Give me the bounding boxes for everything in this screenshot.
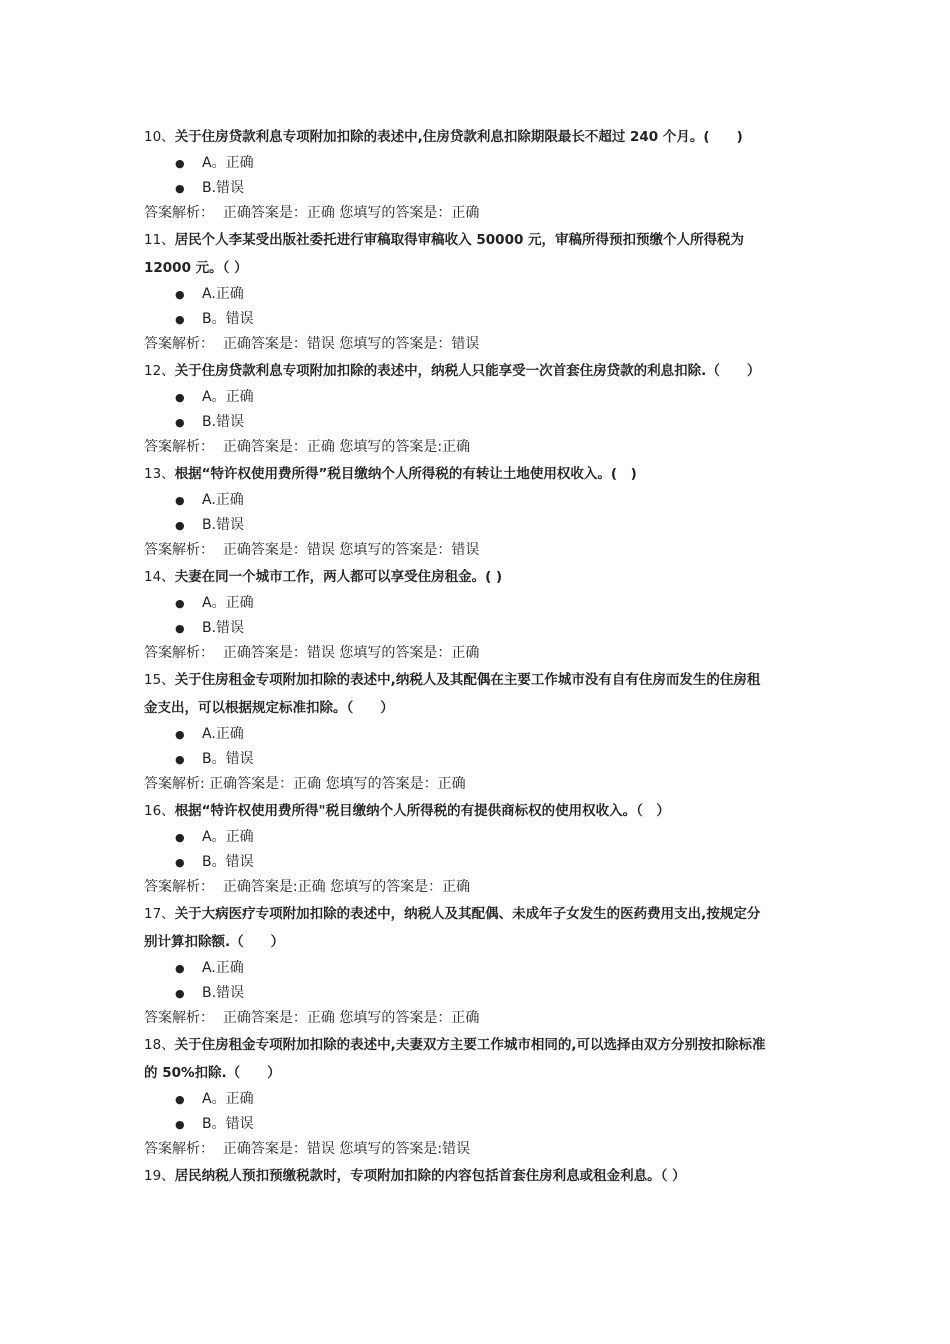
option-item	[144, 747, 809, 772]
option-label: A.正确	[202, 492, 244, 508]
bullet-icon: ●	[175, 1118, 185, 1131]
option-item	[144, 591, 809, 616]
option-label: B。错误	[202, 751, 254, 767]
bullet-icon: ●	[175, 987, 185, 1000]
question-block	[144, 1162, 809, 1190]
option-item	[144, 176, 809, 201]
question-text: 根据“特许权使用费所得"税目缴纳个人所得税的有提供商标权的使用权收入。（ ）	[174, 803, 670, 819]
question-title	[144, 900, 809, 956]
option-list	[144, 385, 809, 435]
answer-explanation: 答案解析： 正确答案是：正确 您填写的答案是：正确	[144, 1010, 480, 1026]
option-label: B。错误	[202, 311, 254, 327]
option-label: A。正确	[202, 1091, 254, 1107]
option-item	[144, 616, 809, 641]
question-text: 关于住房贷款利息专项附加扣除的表述中，纳税人只能享受一次首套住房贷款的利息扣除.（ ）	[174, 363, 761, 379]
option-item	[144, 850, 809, 875]
option-label: A.正确	[202, 726, 244, 742]
question-text: 夫妻在同一个城市工作，两人都可以享受住房租金。( )	[174, 569, 503, 585]
option-list	[144, 591, 809, 641]
option-list	[144, 1087, 809, 1137]
option-list	[144, 825, 809, 875]
option-label: B.错误	[202, 180, 245, 196]
question-block	[144, 1031, 809, 1162]
question-text: 居民个人李某受出版社委托进行审稿取得审稿收入 50000 元，审稿所得预扣预缴个人所得税为 12000 元。（ ）	[144, 232, 745, 276]
option-item	[144, 488, 809, 513]
question-block	[144, 563, 809, 666]
option-item	[144, 1112, 809, 1137]
document-body	[144, 123, 809, 1190]
question-number: 10、	[144, 129, 175, 145]
option-item	[144, 825, 809, 850]
question-number: 19、	[144, 1168, 175, 1184]
question-block	[144, 900, 809, 1031]
question-title	[144, 460, 809, 488]
question-number: 13、	[144, 466, 175, 482]
bullet-icon: ●	[175, 597, 185, 610]
question-number: 11、	[144, 232, 175, 248]
option-item	[144, 956, 809, 981]
bullet-icon: ●	[175, 494, 185, 507]
question-title	[144, 1162, 809, 1190]
option-label: A。正确	[202, 389, 254, 405]
bullet-icon: ●	[175, 753, 185, 766]
option-list	[144, 722, 809, 772]
bullet-icon: ●	[175, 313, 185, 326]
question-title	[144, 123, 809, 151]
question-block	[144, 226, 809, 357]
option-label: A.正确	[202, 960, 244, 976]
answer-explanation: 答案解析： 正确答案是：错误 您填写的答案是：错误	[144, 336, 480, 352]
answer-explanation: 答案解析： 正确答案是：错误 您填写的答案是：正确	[144, 645, 480, 661]
bullet-icon: ●	[175, 728, 185, 741]
question-number: 15、	[144, 672, 175, 688]
option-item	[144, 981, 809, 1006]
option-label: B.错误	[202, 414, 245, 430]
question-text: 根据“特许权使用费所得”税目缴纳个人所得税的有转让土地使用权收入。( )	[174, 466, 637, 482]
answer-explanation: 答案解析： 正确答案是：错误 您填写的答案是:错误	[144, 1141, 471, 1157]
question-text: 关于住房租金专项附加扣除的表述中,纳税人及其配偶在主要工作城市没有自有住房而发生的住房租 金支出，可以根据规定标准扣除。（ ）	[144, 672, 761, 716]
option-list	[144, 282, 809, 332]
question-number: 16、	[144, 803, 175, 819]
option-label: A。正确	[202, 595, 254, 611]
option-item	[144, 513, 809, 538]
bullet-icon: ●	[175, 962, 185, 975]
question-title	[144, 797, 809, 825]
bullet-icon: ●	[175, 519, 185, 532]
question-title	[144, 357, 809, 385]
bullet-icon: ●	[175, 391, 185, 404]
option-item	[144, 722, 809, 747]
question-text: 关于大病医疗专项附加扣除的表述中，纳税人及其配偶、未成年子女发生的医药费用支出,按规定分 别计算扣除额.（ ）	[144, 906, 761, 950]
option-label: B.错误	[202, 985, 245, 1001]
bullet-icon: ●	[175, 1093, 185, 1106]
bullet-icon: ●	[175, 182, 185, 195]
question-text: 关于住房租金专项附加扣除的表述中,夫妻双方主要工作城市相同的,可以选择由双方分别按扣除标准 的 50%扣除.（ ）	[144, 1037, 766, 1081]
option-item	[144, 307, 809, 332]
answer-explanation: 答案解析： 正确答案是：正确 您填写的答案是：正确	[144, 205, 480, 221]
answer-explanation: 答案解析： 正确答案是：正确 您填写的答案是:正确	[144, 439, 471, 455]
question-number: 14、	[144, 569, 175, 585]
bullet-icon: ●	[175, 157, 185, 170]
answer-explanation: 答案解析： 正确答案是：错误 您填写的答案是：错误	[144, 542, 480, 558]
option-label: A。正确	[202, 155, 254, 171]
question-block	[144, 460, 809, 563]
question-block	[144, 357, 809, 460]
bullet-icon: ●	[175, 856, 185, 869]
option-label: A。正确	[202, 829, 254, 845]
bullet-icon: ●	[175, 831, 185, 844]
option-label: B。错误	[202, 854, 254, 870]
option-item	[144, 282, 809, 307]
question-number: 17、	[144, 906, 175, 922]
bullet-icon: ●	[175, 622, 185, 635]
question-number: 12、	[144, 363, 175, 379]
option-label: B.错误	[202, 620, 245, 636]
option-item	[144, 151, 809, 176]
question-text: 居民纳税人预扣预缴税款时，专项附加扣除的内容包括首套住房利息或租金利息。（ ）	[174, 1168, 686, 1184]
option-label: B.错误	[202, 517, 245, 533]
question-title	[144, 1031, 809, 1087]
option-list	[144, 488, 809, 538]
question-title	[144, 563, 809, 591]
question-block	[144, 666, 809, 797]
question-text: 关于住房贷款利息专项附加扣除的表述中,住房贷款利息扣除期限最长不超过 240 个月。( )	[174, 129, 743, 145]
option-item	[144, 1087, 809, 1112]
question-block	[144, 797, 809, 900]
option-label: A.正确	[202, 286, 244, 302]
option-list	[144, 151, 809, 201]
question-block	[144, 123, 809, 226]
question-title	[144, 666, 809, 722]
bullet-icon: ●	[175, 416, 185, 429]
option-item	[144, 385, 809, 410]
option-label: B。错误	[202, 1116, 254, 1132]
answer-explanation: 答案解析： 正确答案是:正确 您填写的答案是：正确	[144, 879, 471, 895]
option-item	[144, 410, 809, 435]
bullet-icon: ●	[175, 288, 185, 301]
option-list	[144, 956, 809, 1006]
question-number: 18、	[144, 1037, 175, 1053]
answer-explanation: 答案解析: 正确答案是：正确 您填写的答案是：正确	[144, 776, 466, 792]
question-title	[144, 226, 809, 282]
